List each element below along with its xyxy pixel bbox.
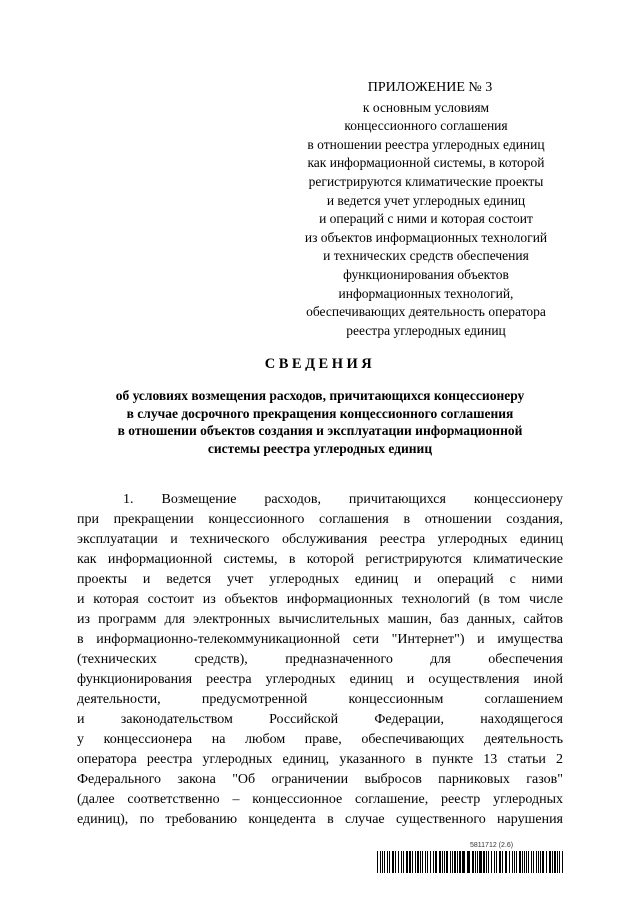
paragraph-line: эксплуатации и технического обслуживания реестра углеродных единиц <box>77 532 563 547</box>
barcode-bar <box>380 851 381 873</box>
annex-line: к основным условиям <box>362 99 490 115</box>
barcode-bar <box>446 851 448 873</box>
barcode-bar <box>409 851 411 873</box>
barcode-bar <box>475 851 476 873</box>
annex-line: из объектов информационных технологий <box>304 229 548 245</box>
paragraph-line: как информационной системы, в которой регистрируются климатические <box>77 552 563 567</box>
paragraph-line: из программ для электронных вычислительных машин, баз данных, сайтов <box>77 612 563 627</box>
barcode-bar <box>516 851 517 873</box>
body-paragraph <box>77 490 563 830</box>
annex-line: и операций с ними и которая состоит <box>319 211 533 227</box>
barcode-bar <box>435 851 437 873</box>
barcode-bar <box>442 851 443 873</box>
barcode-bar <box>392 851 394 873</box>
barcode-bar <box>452 851 453 873</box>
barcode-bar <box>454 851 456 873</box>
barcode-bar <box>420 851 421 873</box>
barcode-bar <box>422 851 423 873</box>
document-subtitle-line: в случае досрочного прекращения концессионного соглашения <box>126 405 514 421</box>
barcode-bar <box>406 851 408 873</box>
barcode-bar <box>430 851 431 873</box>
barcode-bar <box>554 851 556 873</box>
barcode-bar <box>462 851 465 873</box>
barcode-bar <box>425 851 426 873</box>
paragraph-line: единиц), по требованию концедента в случае существенного нарушения <box>77 812 563 827</box>
annex-line: и ведется учет углеродных единиц <box>326 192 526 208</box>
barcode-bar <box>514 851 515 873</box>
barcode-bar <box>488 851 489 873</box>
paragraph-line: и законодательством Российской Федерации, находящегося <box>77 712 563 727</box>
annex-line: обеспечивающих деятельность оператора <box>306 304 546 320</box>
barcode-bar <box>444 851 445 873</box>
paragraph-line: (технических средств), предназначенного для обеспечения <box>77 652 563 667</box>
paragraph-line: деятельности, предусмотренной концессионным соглашением <box>77 692 563 707</box>
annex-line: информационных технологий, <box>338 285 514 301</box>
annex-title: ПРИЛОЖЕНИЕ № 3 <box>367 80 493 95</box>
barcode-bar <box>552 851 553 873</box>
barcode-bar <box>549 851 551 873</box>
barcode-bar <box>505 851 507 873</box>
document-title: СВЕДЕНИЯ <box>264 356 376 372</box>
paragraph-line: функционирования реестра углеродных единиц и осуществления иной <box>77 672 563 687</box>
paragraph-line: у концессионера на любом праве, обеспечивающих деятельность <box>77 732 563 747</box>
barcode-bar <box>542 851 544 873</box>
annex-line: функционирования объектов <box>343 266 509 282</box>
barcode-bar <box>546 851 547 873</box>
barcode-bar <box>459 851 461 873</box>
barcode-bar <box>524 851 525 873</box>
document-heading <box>76 356 564 457</box>
barcode-bar <box>457 851 458 873</box>
barcode-bar <box>387 851 388 873</box>
annex-line: реестра углеродных единиц <box>346 322 506 338</box>
barcode-bar <box>538 851 539 873</box>
barcode-bar <box>528 851 529 873</box>
barcode-bar <box>384 851 385 873</box>
barcode-bar <box>477 851 478 873</box>
barcode-bar <box>395 851 396 873</box>
document-subtitle-line: в отношении объектов создания и эксплуатации информационной <box>117 423 523 438</box>
barcode-bar <box>491 851 492 873</box>
barcode-bar <box>398 851 399 873</box>
barcode-bar <box>533 851 534 873</box>
barcode-bar <box>486 851 487 873</box>
paragraph-line: при прекращении концессионного соглашения в отношении создания, <box>77 512 563 527</box>
barcode-bar <box>472 851 474 873</box>
barcode-bar <box>526 851 527 873</box>
barcode-bar <box>512 851 513 873</box>
barcode-bar <box>450 851 451 873</box>
paragraph-line: оператора реестра углеродных единиц, указанного в пункте 13 статьи 2 <box>77 752 563 767</box>
annex-block <box>276 79 576 340</box>
barcode-bar <box>417 851 419 873</box>
barcode-bar <box>427 851 428 873</box>
document-code: 5811712 (2.6) <box>470 842 514 849</box>
barcode-bar <box>502 851 503 873</box>
barcode-bar <box>522 851 523 873</box>
barcode-bar <box>483 851 485 873</box>
paragraph-line: и которая состоит из объектов информационных технологий (в том числе <box>77 592 563 607</box>
barcode-bar <box>557 851 558 873</box>
barcode-bar <box>496 851 497 873</box>
barcode-bar <box>540 851 541 873</box>
barcode-bar <box>519 851 521 873</box>
annex-line: как информационной системы, в которой <box>307 155 545 171</box>
barcode-bar <box>412 851 413 873</box>
barcode-bar <box>509 851 510 873</box>
annex-line: и технических средств обеспечения <box>323 248 529 264</box>
annex-line: концессионного соглашения <box>344 118 508 134</box>
annex-line: регистрируются климатические проекты <box>308 173 544 189</box>
barcode-icon <box>377 851 563 873</box>
barcode-bar <box>562 851 563 873</box>
barcode-bar <box>499 851 501 873</box>
barcode-bar <box>403 851 404 873</box>
barcode-bar <box>559 851 560 873</box>
barcode-bar <box>377 851 378 873</box>
paragraph-line: (далее соответственно – концессионное соглашение, реестр углеродных <box>77 792 563 807</box>
barcode-bar <box>439 851 441 873</box>
barcode-bar <box>531 851 532 873</box>
barcode-bar <box>401 851 402 873</box>
barcode-bar <box>494 851 495 873</box>
barcode-bar <box>415 851 416 873</box>
barcode-bar <box>536 851 537 873</box>
barcode-bar <box>479 851 482 873</box>
paragraph-line: Федерального закона "Об ограничении выбросов парниковых газов" <box>77 772 563 787</box>
document-subtitle-line: об условиях возмещения расходов, причитающихся концессионеру <box>115 388 525 403</box>
paragraph-line: проекты и ведется учет углеродных единиц и операций с ними <box>77 572 563 587</box>
barcode-bar <box>382 851 383 873</box>
document-subtitle-line: системы реестра углеродных единиц <box>207 440 433 456</box>
paragraph-line: 1. Возмещение расходов, причитающихся концессионеру <box>123 492 563 507</box>
barcode-bar <box>389 851 390 873</box>
annex-line: в отношении реестра углеродных единиц <box>307 136 545 152</box>
barcode-bar <box>467 851 470 873</box>
barcode-bar <box>433 851 434 873</box>
paragraph-line: в информационно-телекоммуникационной сети "Интернет") и имущества <box>77 632 563 647</box>
